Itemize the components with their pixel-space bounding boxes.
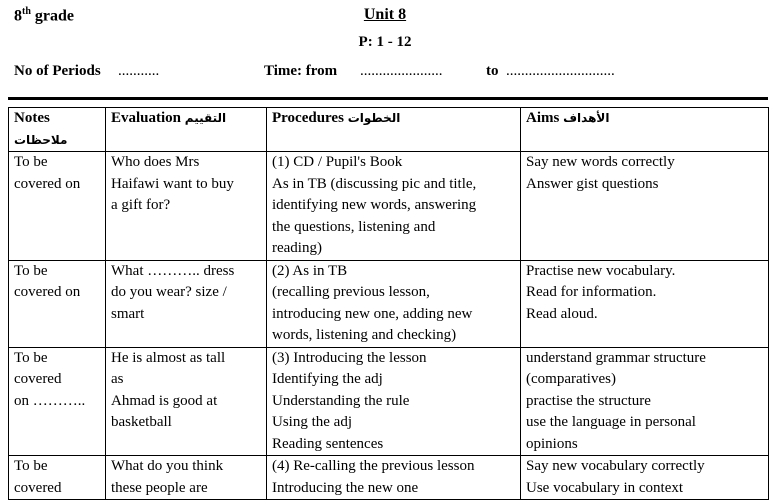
cell-aims <box>521 260 769 347</box>
cell-line: He is almost as tall <box>111 349 226 366</box>
cell-line: covered on <box>14 175 81 192</box>
cell-line: (recalling previous lesson, <box>272 284 430 300</box>
time-to-blank: ............................. <box>506 63 615 79</box>
unit-title: Unit 8 <box>363 6 407 23</box>
table-row <box>9 456 769 500</box>
cell-line: basketball <box>111 414 172 430</box>
cell-notes <box>9 347 106 456</box>
time-label: Time: from <box>264 63 338 79</box>
header-evaluation-ar: التقييم <box>184 111 227 125</box>
cell-line: reading) <box>272 240 322 256</box>
cell-line: covered <box>14 371 62 387</box>
cell-line: Use vocabulary in context <box>526 479 684 496</box>
cell-line: What do you think <box>111 458 224 474</box>
cell-line: smart <box>111 305 145 322</box>
cell-line: on ……….. <box>14 392 86 409</box>
header-procedures-ar: الخطوات <box>347 111 401 125</box>
header-procedures <box>267 108 521 152</box>
table-row <box>9 347 769 456</box>
cell-procedures <box>267 347 521 456</box>
cell-line: the questions, listening and <box>272 218 436 235</box>
header-aims-en: Aims <box>526 110 560 126</box>
cell-line: do you wear? size / <box>111 284 227 300</box>
table-header-row <box>9 108 769 152</box>
grade-number: 8 <box>14 7 22 25</box>
cell-line: Say new vocabulary correctly <box>526 458 705 474</box>
cell-line: introducing new one, adding new <box>272 305 473 322</box>
cell-line: Understanding the rule <box>272 392 410 409</box>
cell-line: (2) As in TB <box>272 262 348 279</box>
cell-line: Ahmad is good at <box>111 392 218 409</box>
cell-line: Read aloud. <box>526 305 598 322</box>
cell-evaluation <box>106 456 267 500</box>
header-notes <box>9 108 106 152</box>
table-row <box>9 260 769 347</box>
periods-blank: ........... <box>118 63 160 79</box>
header-notes-en: Notes <box>14 110 50 126</box>
header-aims-ar: الأهداف <box>563 111 610 125</box>
cell-procedures <box>267 152 521 261</box>
cell-line: Who does Mrs <box>111 154 200 170</box>
cell-line: understand grammar structure <box>526 349 706 366</box>
cell-line: as <box>111 371 124 387</box>
grade-word: grade <box>34 7 75 25</box>
cell-aims <box>521 456 769 500</box>
cell-line: words, listening and checking) <box>272 327 457 343</box>
cell-line: Identifying the adj <box>272 371 383 387</box>
cell-line: To be <box>14 458 48 474</box>
cell-line: As in TB (discussing pic and title, <box>272 175 477 192</box>
cell-aims <box>521 152 769 261</box>
cell-line: a gift for? <box>111 197 171 213</box>
cell-line: Haifawi want to buy <box>111 175 234 192</box>
cell-line: (3) Introducing the lesson <box>272 349 427 366</box>
cell-notes <box>9 260 106 347</box>
cell-line: covered <box>14 479 62 496</box>
cell-line: these people are <box>111 479 208 496</box>
cell-line: (comparatives) <box>526 371 616 387</box>
cell-line: Practise new vocabulary. <box>526 262 676 279</box>
cell-line: Say new words correctly <box>526 154 675 170</box>
cell-notes <box>9 456 106 500</box>
header-divider <box>8 97 768 100</box>
cell-line: To be <box>14 154 48 170</box>
table-row <box>9 152 769 261</box>
grade-heading <box>14 6 74 25</box>
cell-line: Read for information. <box>526 284 657 300</box>
cell-evaluation <box>106 260 267 347</box>
cell-line: identifying new words, answering <box>272 197 477 213</box>
cell-line: To be <box>14 262 48 279</box>
cell-line: Answer gist questions <box>526 175 659 192</box>
cell-aims <box>521 347 769 456</box>
header-procedures-en: Procedures <box>272 110 344 126</box>
cell-line: use the language in personal <box>526 414 696 430</box>
cell-procedures <box>267 260 521 347</box>
page-range: P: 1 - 12 <box>358 34 412 50</box>
periods-label: No of Periods <box>14 63 101 79</box>
cell-line: What ……….. dress <box>111 262 235 279</box>
cell-notes <box>9 152 106 261</box>
header-notes-ar: ملاحظات <box>14 132 68 147</box>
cell-line: practise the structure <box>526 392 651 409</box>
cell-line: (1) CD / Pupil's Book <box>272 154 403 170</box>
header-evaluation-en: Evaluation <box>111 110 182 126</box>
time-to-label: to <box>486 63 499 79</box>
cell-line: To be <box>14 349 48 366</box>
cell-evaluation <box>106 347 267 456</box>
header-aims <box>521 108 769 152</box>
grade-suffix: th <box>22 6 31 17</box>
cell-evaluation <box>106 152 267 261</box>
header-evaluation <box>106 108 267 152</box>
time-from-blank: ...................... <box>360 63 443 79</box>
cell-procedures <box>267 456 521 500</box>
cell-line: (4) Re-calling the previous lesson <box>272 458 475 474</box>
lesson-plan-table <box>8 107 769 500</box>
cell-line: Reading sentences <box>272 435 384 452</box>
cell-line: covered on <box>14 284 81 300</box>
cell-line: opinions <box>526 435 578 452</box>
cell-line: Using the adj <box>272 414 352 430</box>
cell-line: Introducing the new one <box>272 479 419 496</box>
